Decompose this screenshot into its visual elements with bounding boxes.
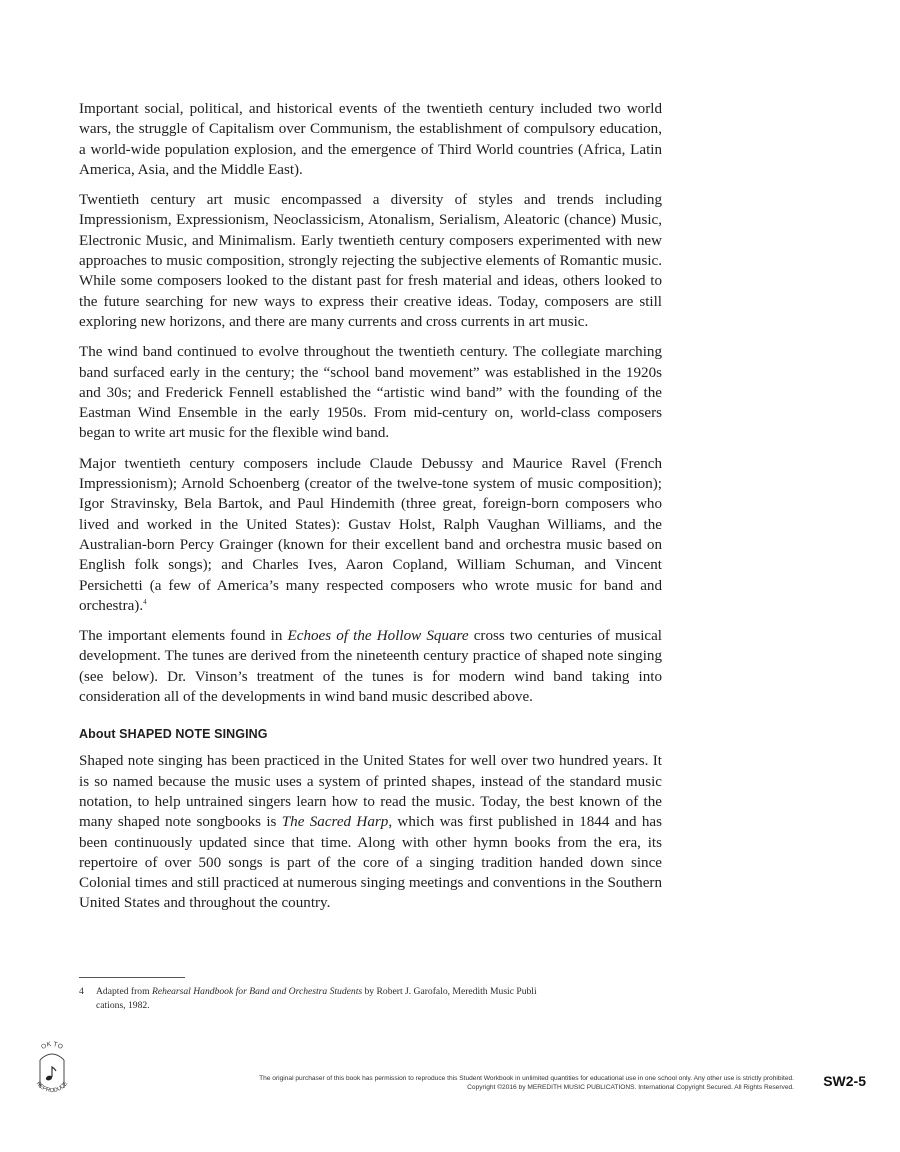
footnote-number: 4: [79, 986, 84, 997]
shaped-text-before: Shaped note singing has been practiced in the United States for well over two hundred years. It is so named because the music uses a system of printed shapes, instead of the standard music notation, to help untrained singers learn how to read the music. Today, the best known of the many shaped note songbooks is: [79, 753, 662, 831]
echoes-text-before: The important elements found in: [79, 628, 288, 645]
permission-notice: [80, 1075, 794, 1092]
footnote-continuation: cations, 1982.: [96, 1000, 150, 1011]
badge-bottom-text: REPRODUCE: [34, 1080, 70, 1094]
page-number: SW2-5: [823, 1073, 866, 1089]
paragraph-twentieth-century-events: Important social, political, and historical events of the twentieth century included two world wars, the struggle of Capitalism over Communism, the establishment of compulsory education, a world-wide population explosion, and the emergence of Third World countries (Africa, Latin America, Asia, and the Middle East).: [79, 101, 662, 178]
shaped-text-after: , which was first published in 1844 and has been continuously updated since that time. Along with other hymn books from the era, its repertoire of over 500 songs is part of the core of a singing tradition handed down since Colonial times and still practiced at numerous singing meetings and conventions in the Southern United States and throughout the country.: [79, 814, 662, 912]
copyright-line: Copyright ©2016 by MEREDITH MUSIC PUBLICATIONS. International Copyright Secured. All Rights Reserved.: [467, 1083, 794, 1091]
footnote-book-title: Rehearsal Handbook for Band and Orchestra Students: [151, 986, 363, 997]
badge-top-text: OK TO: [40, 1040, 64, 1051]
footnote-divider: [79, 977, 185, 978]
footnote: [79, 985, 662, 1013]
paragraph-major-composers-text: Major twentieth century composers include Claude Debussy and Maurice Ravel (French Impressionism); Arnold Schoenberg (creator of the twelve-tone system of music composition); Igor Stravinsky, Bela Bartok, and Paul Hindemith (three great, foreign-born composers who lived and worked in the United States): Gustav Holst, Ralph Vaughan Williams, and the Australian-born Percy Grainger (known for their excellent band and orchestra music based on English folk songs); and Charles Ives, Aaron Copland, William Schuman, and Vincent Persichetti (a few of America’s many respected composers who wrote music for band and orchestra).: [79, 455, 662, 614]
echoes-title: Echoes of the Hollow Square: [287, 628, 469, 645]
section-heading: About SHAPED NOTE SINGING: [79, 727, 268, 742]
footnote-text-after: by Robert J. Garofalo, Meredith Music Publi: [362, 986, 537, 997]
music-note-icon: [45, 1067, 56, 1081]
main-text: [79, 99, 662, 924]
footnote-marker: 4: [143, 597, 147, 606]
echoes-text-after: cross two centuries of musical development. The tunes are derived from the nineteenth century practice of shaped note singing (see below). Dr. Vinson’s treatment of the tunes is for modern wind band taking into consideration all of the developments in wind band music described above.: [79, 628, 662, 706]
paragraph-major-composers: [79, 454, 662, 616]
paragraph-wind-band-evolution: The wind band continued to evolve throughout the twentieth century. The collegiate marching band surfaced early in the century; the “school band movement” was established in the 1920s and 30s; and Frederick Fennell established the “artistic wind band” with the founding of the Eastman Wind Ensemble in the early 1950s. From mid-century on, world-class composers began to write art music for the flexible wind band.: [79, 344, 662, 442]
permission-line-1: The original purchaser of this book has permission to reproduce this Student Workbook in unlimited quantities for educational use in one school only. Any other use is strictly prohibited.: [259, 1075, 794, 1082]
paragraph-art-music-styles: Twentieth century art music encompassed a diversity of styles and trends including Impressionism, Expressionism, Neoclassicism, Atonalism, Serialism, Aleatoric (chance) Music, Electronic Music, and Minimalism. Early twentieth century composers experimented with new approaches to music composition, strongly rejecting the subjective elements of Romantic music. While some composers looked to the distant past for fresh material and ideas, others looked to the future searching for new ways to express their creative ideas. Today, composers are still exploring new horizons, and there are many currents and cross currents in art music.: [79, 192, 662, 330]
ok-to-reproduce-badge: [30, 1038, 74, 1094]
paragraph-echoes: [79, 626, 662, 707]
footnote-text-before: Adapted from: [96, 986, 152, 997]
paragraph-shaped-note: [79, 751, 662, 913]
sacred-harp-title: The Sacred Harp: [281, 814, 389, 831]
